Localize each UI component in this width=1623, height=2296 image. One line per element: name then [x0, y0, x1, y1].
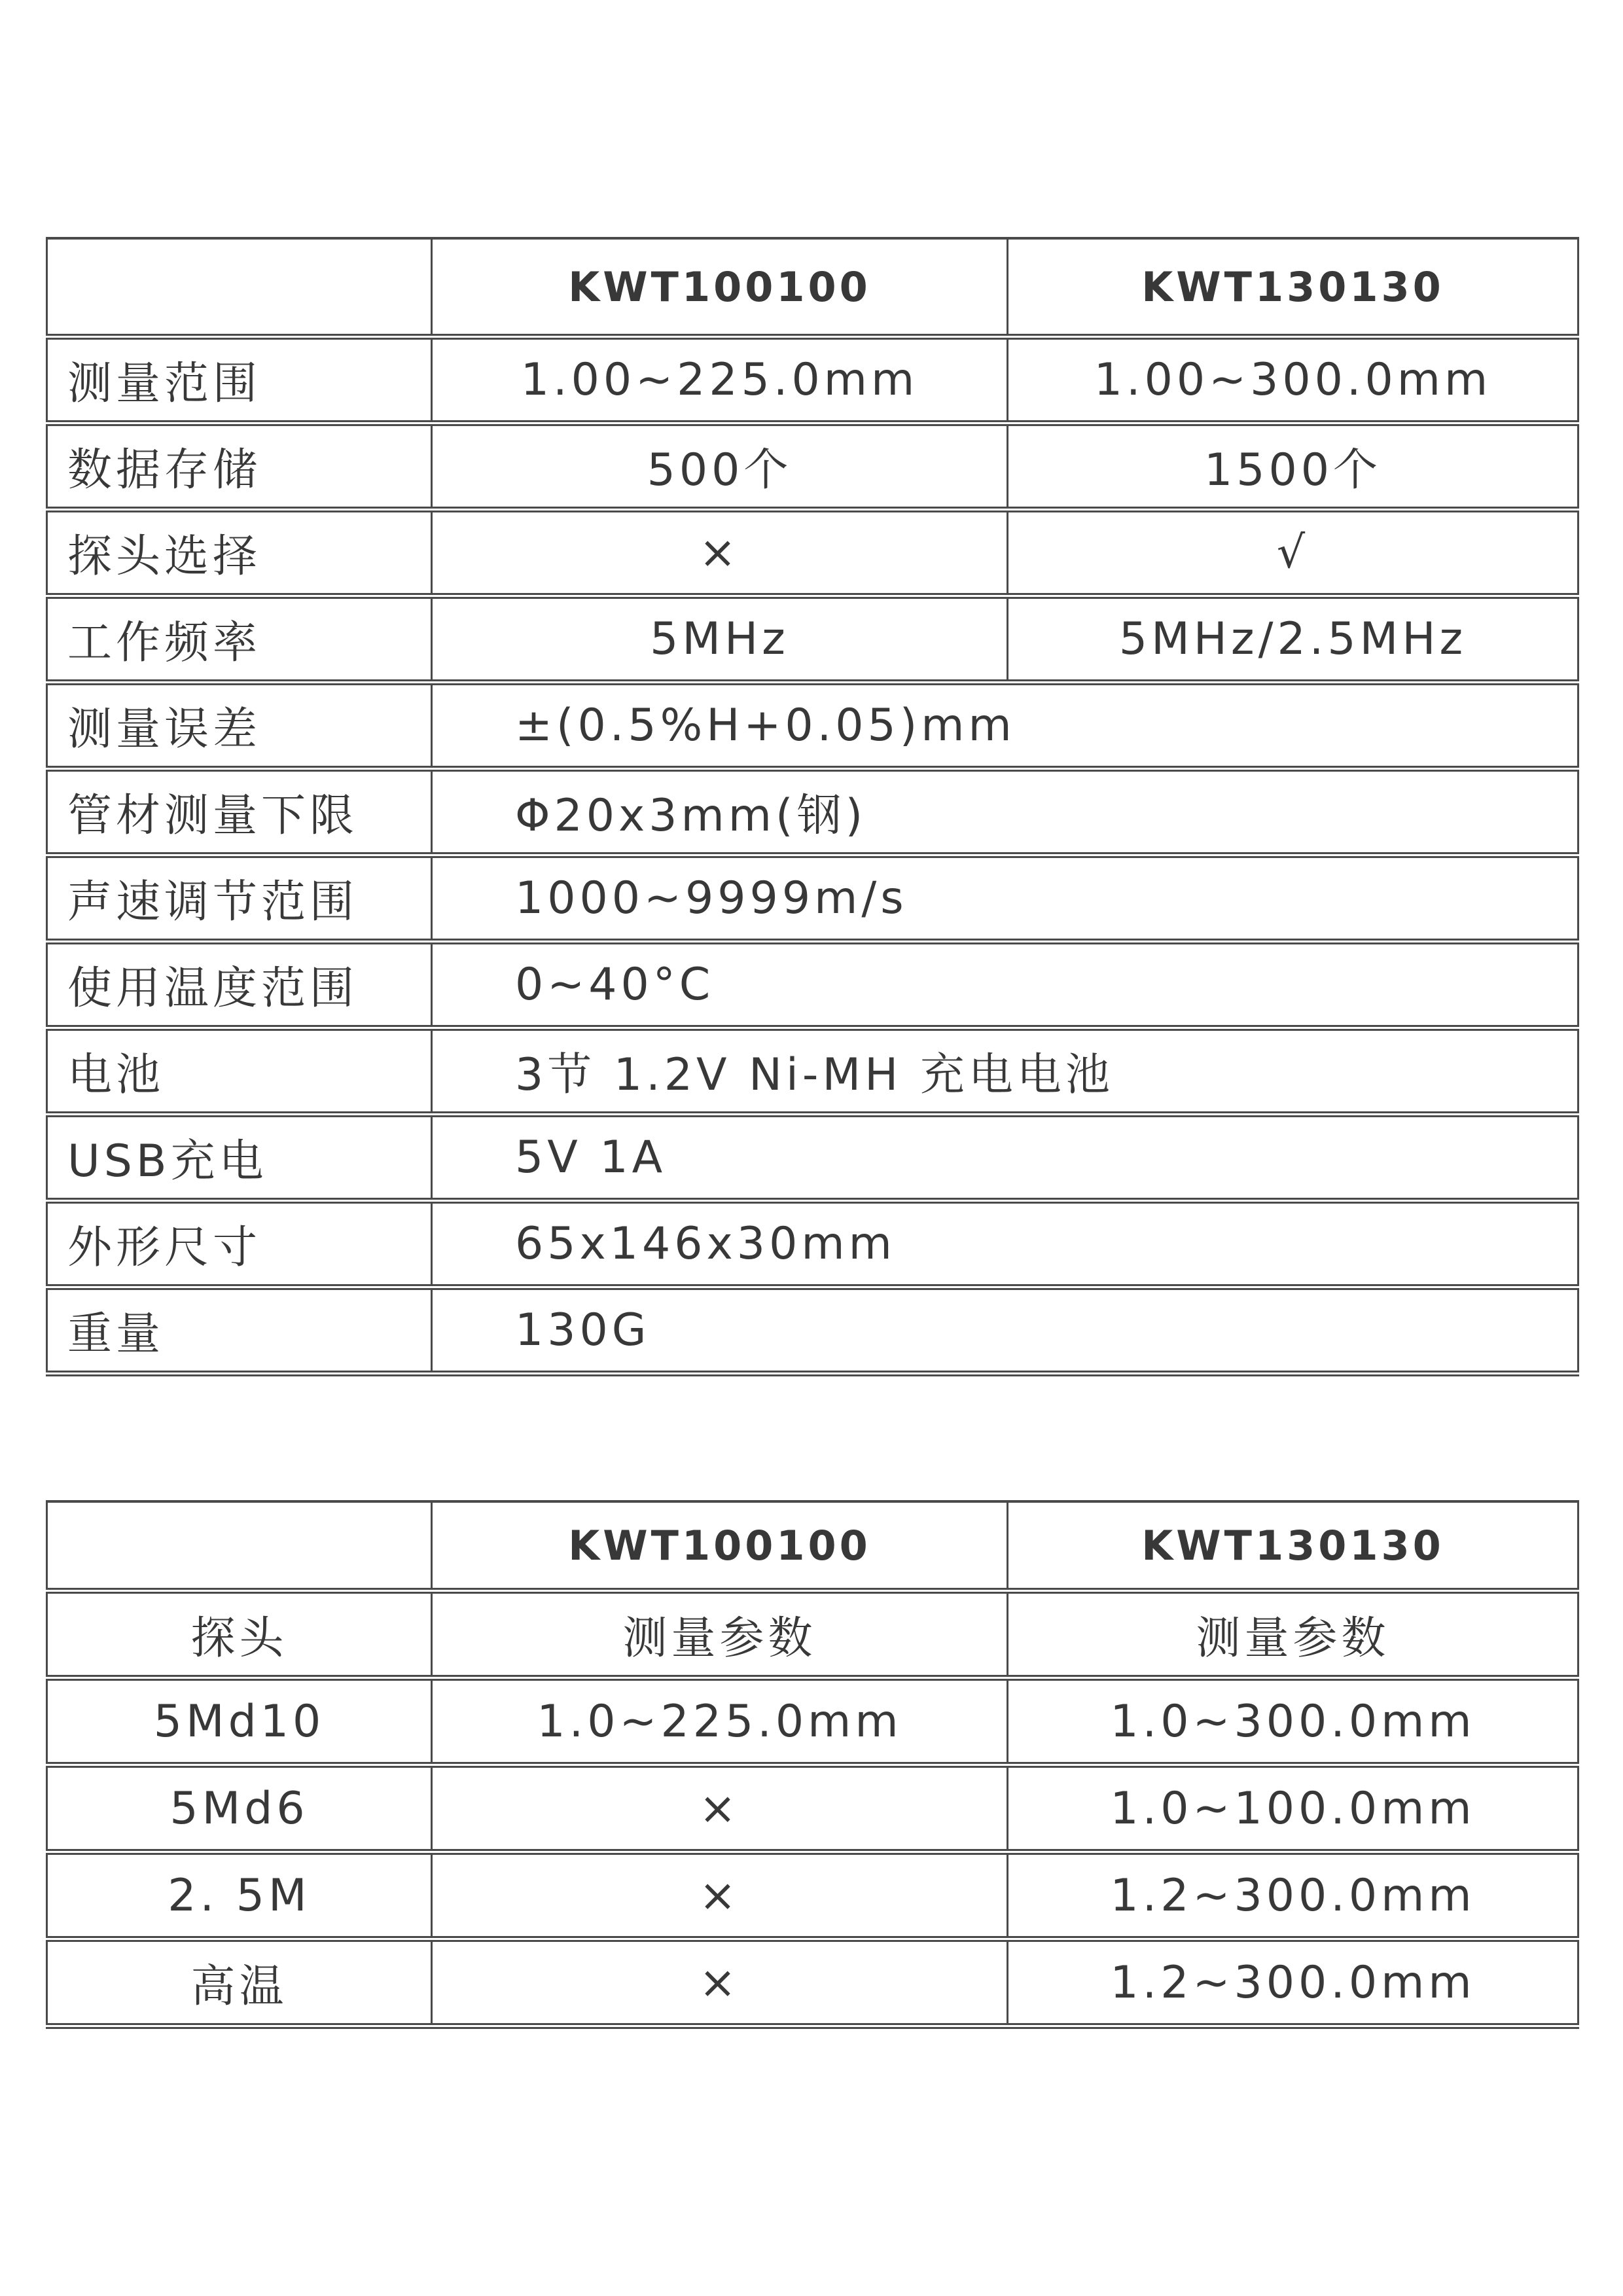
probe-value-cell: 1.0~100.0mm: [1008, 1765, 1578, 1852]
table-row: [47, 1287, 1578, 1374]
spec-value-cell: 5V 1A: [432, 1115, 1578, 1201]
table-row: [47, 1852, 1578, 1939]
spec-value-cell: ±(0.5%H+0.05)mm: [432, 683, 1578, 769]
spec-value-cell: 1000~9999m/s: [432, 855, 1578, 942]
spec-value-cell: 130G: [432, 1287, 1578, 1374]
spec-label-cell: 外形尺寸: [47, 1201, 432, 1287]
table-row: [47, 1678, 1578, 1765]
probe-value-cell: 1.2~300.0mm: [1008, 1939, 1578, 2026]
table-row: [47, 1765, 1578, 1852]
spec-value-cell: 1.00~225.0mm: [432, 337, 1008, 423]
spec-table-probes: [46, 1500, 1579, 2029]
spec-label-cell: 数据存储: [47, 423, 432, 510]
spec-label-cell: 工作频率: [47, 596, 432, 683]
probe-value-cell: 测量参数: [432, 1591, 1008, 1678]
table-row: [47, 423, 1578, 510]
probe-value-cell: 1.0~300.0mm: [1008, 1678, 1578, 1765]
spec-label-cell: 测量误差: [47, 683, 432, 769]
table-row: [47, 510, 1578, 596]
table-row: [47, 596, 1578, 683]
table-row: [47, 337, 1578, 423]
spec-label-cell: 重量: [47, 1287, 432, 1374]
spec-label-cell: 电池: [47, 1028, 432, 1115]
spec-value-cell: Φ20x3mm(钢): [432, 769, 1578, 855]
model-header-kwt130130: KWT130130: [1008, 1501, 1578, 1591]
spec-value-cell: 1.00~300.0mm: [1008, 337, 1578, 423]
table-row: [47, 1201, 1578, 1287]
probe-label-cell: 2. 5M: [47, 1852, 432, 1939]
spec-label-cell: 探头选择: [47, 510, 432, 596]
probe-value-cell: 测量参数: [1008, 1591, 1578, 1678]
table-row: [47, 1501, 1578, 1591]
spec-value-cell: 1500个: [1008, 423, 1578, 510]
header-empty-cell: [47, 238, 432, 337]
table-row: [47, 769, 1578, 855]
model-header-kwt100100: KWT100100: [432, 1501, 1008, 1591]
table-row: [47, 855, 1578, 942]
table-row: [47, 1028, 1578, 1115]
table-row: [47, 683, 1578, 769]
probe-value-cell: 1.2~300.0mm: [1008, 1852, 1578, 1939]
spec-value-cell: 3节 1.2V Ni-MH 充电电池: [432, 1028, 1578, 1115]
table-row: [47, 1115, 1578, 1201]
probe-value-cell: 1.0~225.0mm: [432, 1678, 1008, 1765]
spec-value-cell: 5MHz/2.5MHz: [1008, 596, 1578, 683]
spec-label-cell: 测量范围: [47, 337, 432, 423]
probe-value-cell: ×: [432, 1765, 1008, 1852]
header-empty-cell: [47, 1501, 432, 1591]
probe-label-cell: 5Md6: [47, 1765, 432, 1852]
spec-table-main: [46, 237, 1579, 1376]
model-header-kwt100100: KWT100100: [432, 238, 1008, 337]
table-row: [47, 1591, 1578, 1678]
spec-label-cell: USB充电: [47, 1115, 432, 1201]
probe-value-cell: ×: [432, 1939, 1008, 2026]
model-header-kwt130130: KWT130130: [1008, 238, 1578, 337]
probe-label-cell: 5Md10: [47, 1678, 432, 1765]
spec-label-cell: 管材测量下限: [47, 769, 432, 855]
spec-value-cell: 65x146x30mm: [432, 1201, 1578, 1287]
spec-label-cell: 使用温度范围: [47, 942, 432, 1028]
spec-label-cell: 声速调节范围: [47, 855, 432, 942]
spec-value-cell: √: [1008, 510, 1578, 596]
probe-label-cell: 高温: [47, 1939, 432, 2026]
spec-value-cell: 0~40°C: [432, 942, 1578, 1028]
table-row: [47, 942, 1578, 1028]
spec-value-cell: 500个: [432, 423, 1008, 510]
spec-value-cell: ×: [432, 510, 1008, 596]
table-row: [47, 1939, 1578, 2026]
table-row: [47, 238, 1578, 337]
spec-value-cell: 5MHz: [432, 596, 1008, 683]
probe-value-cell: ×: [432, 1852, 1008, 1939]
probe-label-cell: 探头: [47, 1591, 432, 1678]
